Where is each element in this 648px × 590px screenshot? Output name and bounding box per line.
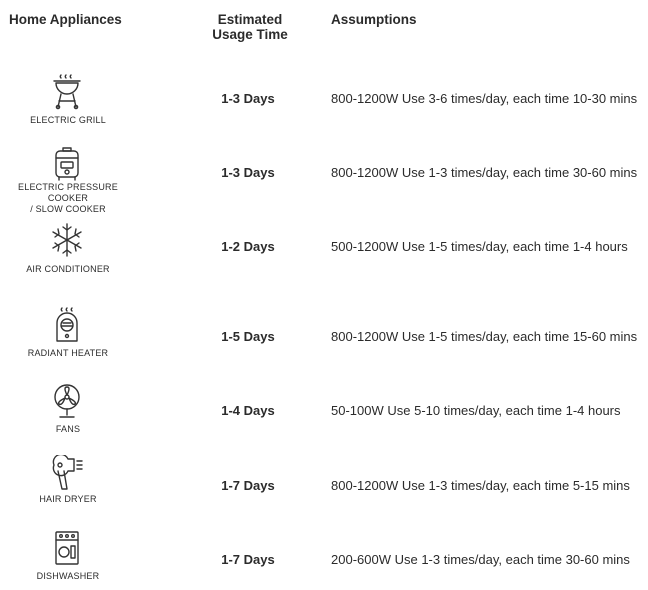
hair-dryer-icon	[50, 455, 84, 495]
pressure-cooker-icon	[50, 145, 84, 185]
snowflake-icon	[50, 220, 84, 260]
assumption: 500-1200W Use 1-5 times/day, each time 1-4 hours	[331, 239, 628, 254]
usage-time: 1-7 Days	[221, 552, 275, 567]
appliance-name: DISHWASHER	[36, 571, 100, 581]
assumption: 200-600W Use 1-3 times/day, each time 30-60 mins	[331, 552, 630, 567]
appliance-name: RADIANT HEATER	[27, 348, 109, 358]
usage-time: 1-7 Days	[221, 478, 275, 493]
header-estimated-usage-time: Estimated Usage Time	[212, 12, 288, 42]
usage-time: 1-2 Days	[221, 239, 275, 254]
assumption: 800-1200W Use 1-3 times/day, each time 30-60 mins	[331, 165, 638, 180]
header-assumptions: Assumptions	[331, 12, 417, 27]
fan-icon	[50, 382, 84, 422]
grill-icon	[50, 72, 84, 112]
appliance-name: ELECTRIC GRILL	[30, 115, 106, 125]
radiant-heater-icon	[50, 305, 84, 345]
assumption: 800-1200W Use 3-6 times/day, each time 10-30 mins	[331, 91, 638, 106]
usage-time: 1-5 Days	[221, 329, 275, 344]
appliance-name: FANS	[55, 424, 81, 434]
appliance-name: AIR CONDITIONER	[26, 264, 110, 274]
dishwasher-icon	[50, 530, 84, 570]
appliance-name: ELECTRIC PRESSURE COOKER / SLOW COOKER	[18, 182, 118, 214]
assumption: 800-1200W Use 1-5 times/day, each time 15-60 mins	[331, 329, 638, 344]
appliance-name: HAIR DRYER	[39, 494, 97, 504]
usage-time: 1-4 Days	[221, 403, 275, 418]
usage-time: 1-3 Days	[221, 165, 275, 180]
usage-time: 1-3 Days	[221, 91, 275, 106]
header-home-appliances: Home Appliances	[9, 12, 122, 27]
assumption: 50-100W Use 5-10 times/day, each time 1-4 hours	[331, 403, 621, 418]
assumption: 800-1200W Use 1-3 times/day, each time 5-15 mins	[331, 478, 630, 493]
